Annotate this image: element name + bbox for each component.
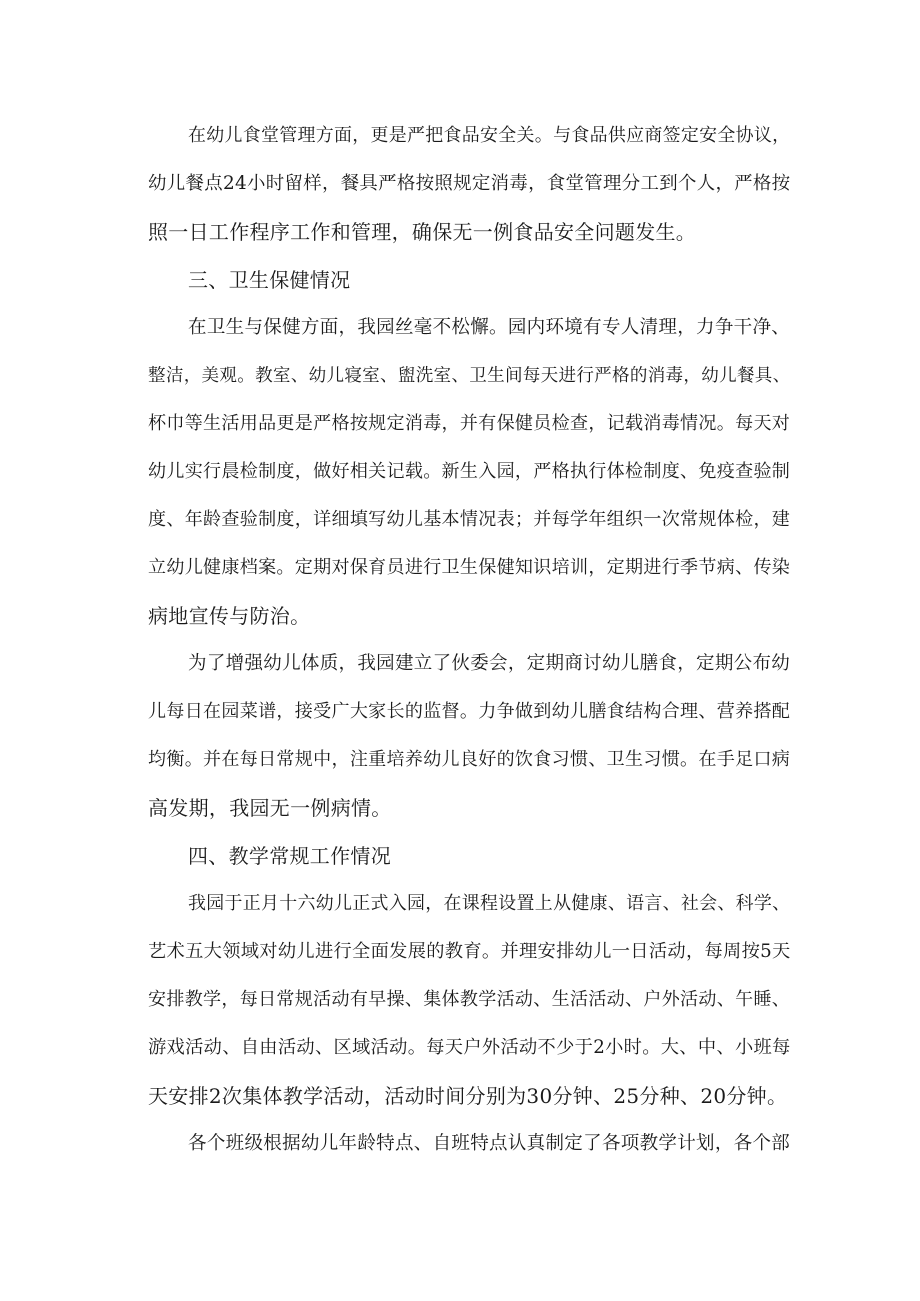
paragraph-line: 杯巾等生活用品更是严格按规定消毒，并有保健员检查，记载消毒情况。每天对 [148, 413, 791, 434]
paragraph-line: 天安排2次集体教学活动，活动时间分别为30分钟、25分种、20分钟。 [148, 1084, 788, 1108]
section-heading: 四、教学常规工作情况 [188, 844, 391, 868]
paragraph-line: 整洁，美观。教室、幼儿寝室、盥洗室、卫生间每天进行严格的消毒，幼儿餐具、 [148, 366, 791, 386]
paragraph-line: 均衡。并在每日常规中，注重培养幼儿良好的饮食习惯、卫生习惯。在手足口病 [148, 749, 791, 770]
paragraph-line: 高发期，我园无一例病情。 [148, 796, 392, 820]
paragraph-line: 儿每日在园菜谱，接受广大家长的监督。力争做到幼儿膳食结构合理、营养搭配 [148, 701, 791, 722]
paragraph-line: 立幼儿健康档案。定期对保育员进行卫生保健知识培训，定期进行季节病、传染 [148, 557, 791, 578]
paragraph-line: 幼儿实行晨检制度，做好相关记载。新生入园，严格执行体检制度、免疫查验制 [148, 461, 791, 482]
paragraph-line: 度、年龄查验制度，详细填写幼儿基本情况表；并每学年组织一次常规体检，建 [148, 509, 791, 530]
paragraph-line: 幼儿餐点24小时留样，餐具严格按照规定消毒，食堂管理分工到个人，严格按 [148, 173, 791, 194]
paragraph-line: 艺术五大领域对幼儿进行全面发展的教育。并理安排幼儿一日活动，每周按5天 [148, 941, 791, 962]
paragraph-line: 为了增强幼儿体质，我园建立了伙委会，定期商讨幼儿膳食，定期公布幼 [188, 653, 791, 674]
paragraph-line: 在卫生与保健方面，我园丝毫不松懈。园内环境有专人清理，力争干净、 [188, 317, 791, 338]
paragraph-line: 安排教学，每日常规活动有早操、集体教学活动、生活活动、户外活动、午睡、 [148, 989, 791, 1010]
paragraph-line: 照一日工作程序工作和管理，确保无一例食品安全问题发生。 [148, 220, 697, 244]
paragraph-line: 在幼儿食堂管理方面，更是严把食品安全关。与食品供应商签定安全协议， [188, 125, 791, 146]
paragraph-line: 病地宣传与防治。 [148, 604, 311, 628]
section-heading: 三、卫生保健情况 [188, 268, 351, 292]
paragraph-line: 我园于正月十六幼儿正式入园，在课程设置上从健康、语言、社会、科学、 [188, 893, 791, 914]
paragraph-line: 游戏活动、自由活动、区域活动。每天户外活动不少于2小时。大、中、小班每 [148, 1037, 791, 1058]
paragraph-line: 各个班级根据幼儿年龄特点、自班特点认真制定了各项教学计划，各个部 [188, 1133, 791, 1154]
